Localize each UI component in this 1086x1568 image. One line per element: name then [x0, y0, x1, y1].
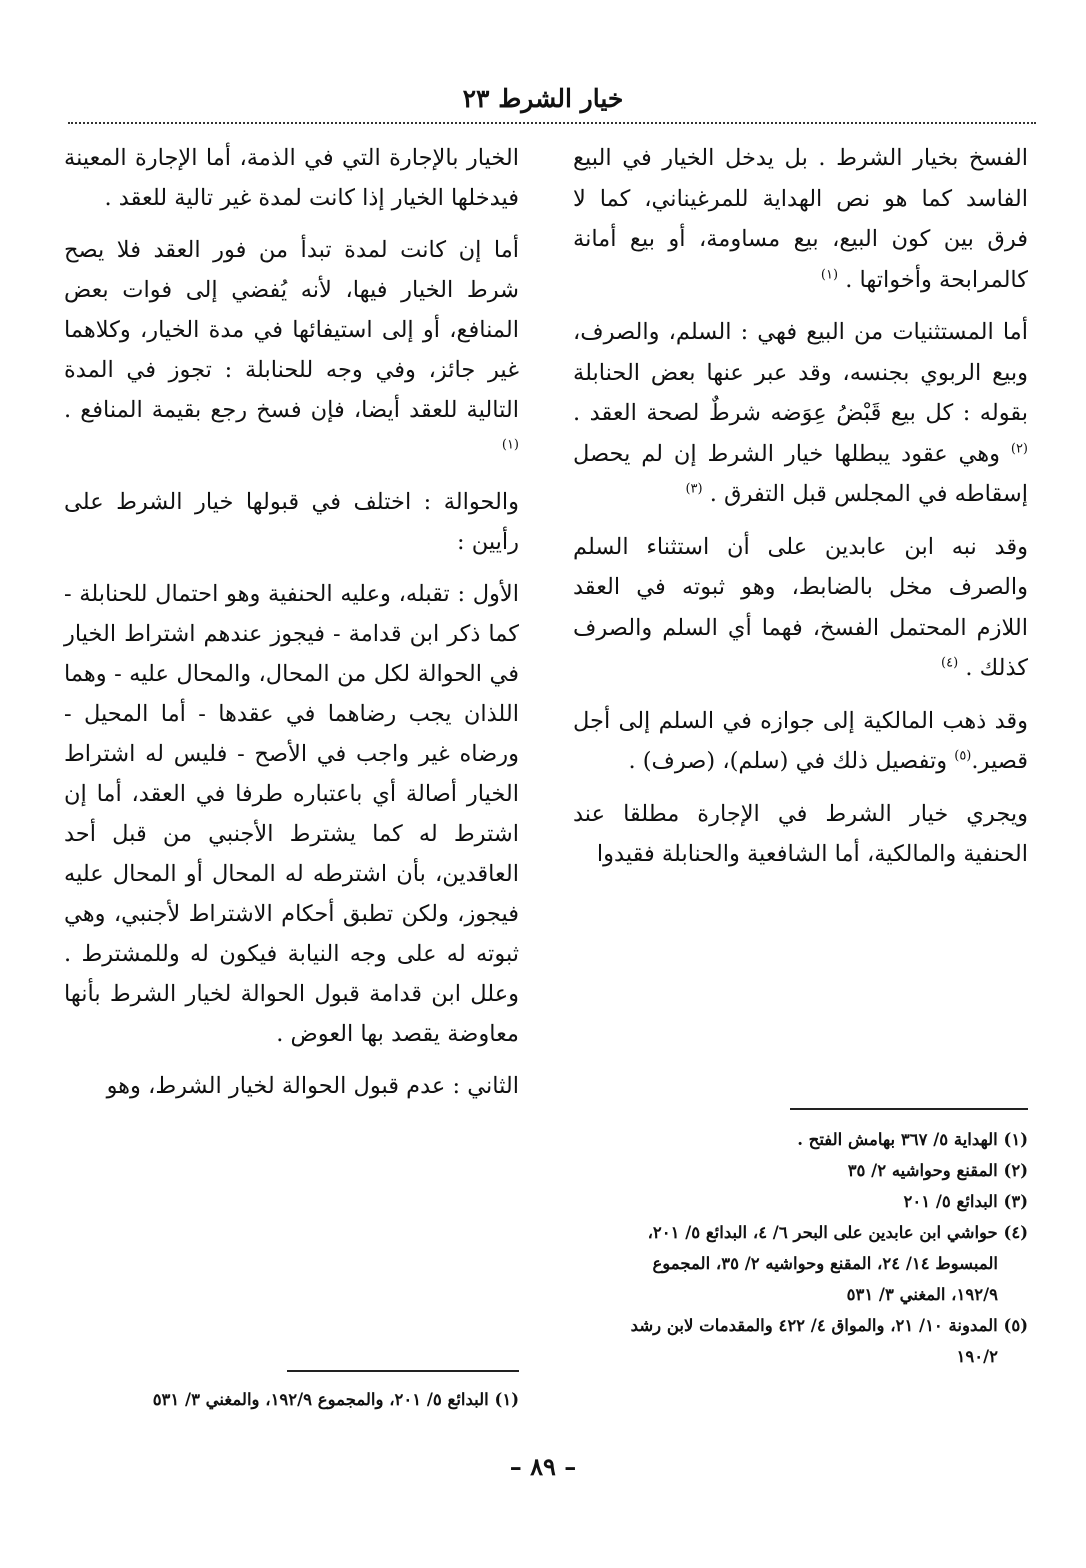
- paragraph: [64, 482, 519, 562]
- paragraph: [573, 138, 1028, 300]
- paragraph: [64, 1066, 519, 1106]
- header-divider: [68, 122, 1036, 124]
- page-number: – ٨٩ –: [509, 1452, 577, 1481]
- paragraph: [573, 794, 1028, 875]
- paragraph-text: أما إن كانت لمدة تبدأ من فور العقد فلا يصح شرط الخيار فيها، لأنه يُفضي إلى فوات بعض المنافع، أو إلى استيفائها في مدة الخيار، وكلاهما غير جائز، وفي وجه للحنابلة : تجوز في المدة التالية للعقد أيضا، فإن فسخ رجع بقيمة المنافع .: [64, 237, 519, 423]
- paragraph: [573, 312, 1028, 515]
- paragraph-text: أما المستثنيات من البيع فهي : السلم، والصرف، وبيع الربوي بجنسه، وقد عبر عنها بعض الحنابلة بقوله : كل بيع قَبْضُ عِوَضه شرطٌ لصحة العقد .: [573, 319, 1028, 426]
- paragraph: [64, 574, 519, 1054]
- footnotes-left: [64, 1384, 519, 1415]
- footnote-ref[interactable]: (٢): [1010, 441, 1028, 456]
- footnote-continuation: ١٩٠/٢: [956, 1347, 998, 1366]
- footnote-ref[interactable]: (٥): [954, 748, 972, 764]
- footnotes-right: [573, 1124, 1028, 1372]
- right-column: [573, 138, 1028, 887]
- footnote: (٣) البدائع ٥/ ٢٠١: [903, 1192, 1028, 1211]
- paragraph-text: وهي عقود يبطلها خيار الشرط إن لم يحصل إسقاطه في المجلس قبل التفرق .: [573, 440, 1028, 507]
- paragraph-text: ويجري خيار الشرط في الإجارة مطلقا عند الحنفية والمالكية، أما الشافعية والحنابلة فقيدوا: [573, 800, 1028, 867]
- paragraph-text: الثاني : عدم قبول الحوالة لخيار الشرط، وهو: [106, 1073, 519, 1099]
- running-header: خيار الشرط ٢٣: [462, 84, 624, 113]
- footnote: (١) الهداية ٥/ ٣٦٧ بهامش الفتح .: [797, 1130, 1028, 1149]
- paragraph-text: والحوالة : اختلف في قبولها خيار الشرط على رأيين :: [64, 489, 519, 555]
- footnote-ref[interactable]: (١): [501, 437, 519, 453]
- footnote-continuation: المبسوط ١٤/ ٢٤، المقنع وحواشيه ٢/ ٣٥، المجموع: [652, 1254, 998, 1273]
- paragraph-text: وقد ذهب المالكية إلى جوازه في السلم إلى أجل قصير.: [573, 707, 1028, 774]
- paragraph: [573, 527, 1028, 689]
- footnote-ref[interactable]: (١): [820, 267, 839, 282]
- paragraph-text: الخيار بالإجارة التي في الذمة، أما الإجارة المعينة فيدخلها الخيار إذا كانت لمدة غير تالية للعقد .: [64, 145, 519, 211]
- footnote: (٢) المقنع وحواشيه ٢/ ٣٥: [847, 1161, 1028, 1180]
- paragraph: [64, 230, 519, 470]
- footnote-continuation: ١٩٢/٩، المغني ٣/ ٥٣١: [846, 1285, 998, 1304]
- paragraph-text: وقد نبه ابن عابدين على أن استثناء السلم والصرف مخل بالضابط، وهو ثبوته في العقد اللازم المحتمل الفسخ، فهما أي السلم والصرف كذلك .: [573, 533, 1028, 681]
- paragraph-text: الفسخ بخيار الشرط . بل يدخل الخيار في البيع الفاسد كما هو نص الهداية للمرغيناني، كما لا فرق بين كون البيع، بيع مساومة، أو بيع أمانة كالمرابحة وأخواتها .: [573, 145, 1028, 293]
- footnote-divider: [790, 1108, 1028, 1110]
- footnote: (٤) حواشي ابن عابدين على البحر ٦/ ٤، البدائع ٥/ ٢٠١،: [647, 1223, 1028, 1242]
- paragraph: [573, 701, 1028, 782]
- footnote-ref[interactable]: (٤): [941, 655, 959, 671]
- paragraph-text: وتفصيل ذلك في (سلم)، (صرف) .: [628, 748, 948, 774]
- footnote-ref[interactable]: (٣): [685, 481, 703, 497]
- paragraph-text: الأول : تقبله، وعليه الحنفية وهو احتمال للحنابلة - كما ذكر ابن قدامة - فيجوز عندهم اشتراط الخيار في الحوالة لكل من المحال، والمحال عليه - وهما اللذان يجب رضاهما في عقدها - أما المحيل - ورضاه غير واجب في الأصح - فليس له اشتراط الخيار أصالة أي باعتباره طرفا في العقد، أما إن اشترط له كما يشترط الأجنبي من قبل أحد العاقدين، بأن اشترطه له المحال أو المحال عليه فيجوز، ولكن تطبق أحكام الاشتراط لأجنبي، وهي ثبوته له على وجه النيابة فيكون له وللمشترط . وعلل ابن قدامة قبول الحوالة لخيار الشرط بأنها معاوضة يقصد بها العوض .: [64, 581, 519, 1047]
- footnote-divider: [287, 1370, 519, 1372]
- left-column: [64, 138, 519, 1118]
- footnote: (١) البدائع ٥/ ٢٠١، والمجموع ١٩٢/٩، والمغني ٣/ ٥٣١: [152, 1390, 519, 1409]
- paragraph: [64, 138, 519, 218]
- footnote: (٥) المدونة ١٠/ ٢١، والمواق ٤/ ٤٢٢ والمقدمات لابن رشد: [630, 1316, 1028, 1335]
